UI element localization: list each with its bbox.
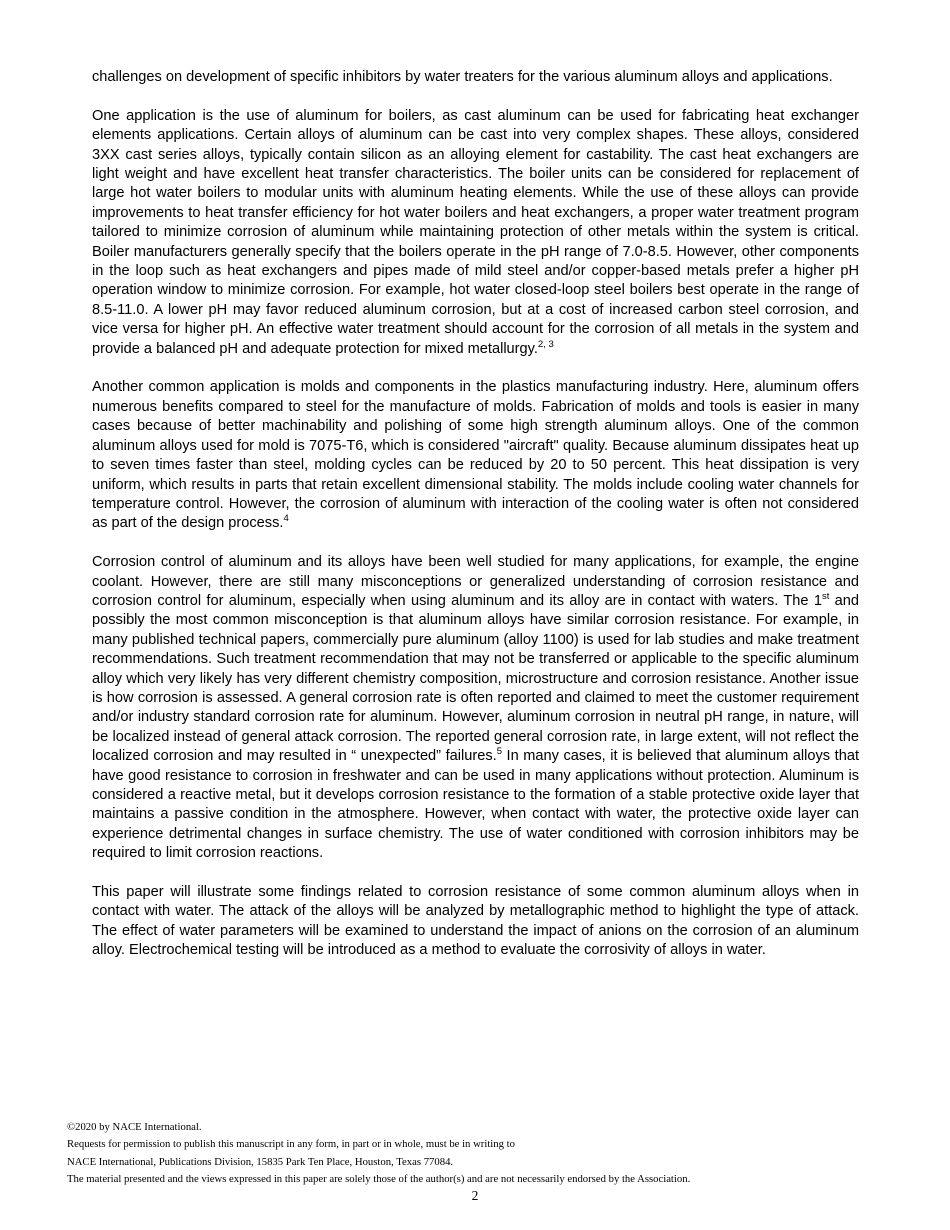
ordinal-superscript: st bbox=[821, 591, 830, 603]
page-footer bbox=[67, 1119, 887, 1188]
citation-ref: 4 bbox=[283, 513, 289, 525]
paragraph-aluminum-boilers bbox=[92, 107, 859, 359]
body-text bbox=[92, 68, 859, 980]
paragraph-text: In many cases, it is believed that aluminum alloys that have good resistance to corrosion in freshwater and can be used in many applications without protection. Aluminum is considered a reactive metal, but it develops corrosion resistance to the formation of a stable protective oxide layer that maintains a passive condition in the atmosphere. However, when contact with water, the protective oxide layer can experience detrimental changes in surface chemistry. The use of water conditioned with corrosion inhibitors may be required to limit corrosion reactions. bbox=[92, 748, 859, 862]
citation-ref: 2, 3 bbox=[537, 338, 554, 350]
paragraph-text: Corrosion control of aluminum and its alloys have been well studied for many applications, for example, the engine coolant. However, there are still many misconceptions or generalized understanding of corrosion resistance and corrosion control for aluminum, especially when using aluminum and its alloy are in contact with waters. The 1 bbox=[92, 554, 859, 609]
page-number: 2 bbox=[471, 1188, 479, 1203]
paragraph-plastics-molds bbox=[92, 378, 859, 533]
paragraph-text: challenges on development of specific inhibitors by water treaters for the various aluminum alloys and applications. bbox=[92, 69, 833, 85]
permission-notice-line-2: NACE International, Publications Division, 15835 Park Ten Place, Houston, Texas 77084. bbox=[67, 1155, 454, 1168]
paragraph-corrosion-misconceptions bbox=[92, 553, 859, 864]
paragraph-inhibitor-challenges bbox=[92, 68, 859, 87]
paragraph-text: and possibly the most common misconception is that aluminum alloys have similar corrosion resistance. For example, in many published technical papers, commercially pure aluminum (alloy 1100) is used for lab studies and make treatment recommendations. Such treatment recommendation that may not be transferred or applicable to the specific aluminum alloy which very likely has very different chemistry composition, microstructure and corrosion resistance. Another issue is how corrosion is assessed. A general corrosion rate is often reported and claimed to meet the customer requirement and/or industry standard corrosion rate for aluminum. However, aluminum corrosion in neutral pH range, in nature, will be localized instead of general attack corrosion. The reported general corrosion rate, in large extent, will not reflect the localized corrosion and may resulted in “ unexpected” failures. bbox=[92, 592, 859, 765]
paragraph-paper-scope bbox=[92, 883, 859, 961]
paragraph-text: Another common application is molds and components in the plastics manufacturing industry. Here, aluminum offers numerous benefits compared to steel for the manufacture of molds. Fabrication of molds and tools is easier in many cases because of better machinability and polishing of some high strength aluminum alloys. One of the common aluminum alloys used for mold is 7075-T6, which is considered "aircraft" quality. Because aluminum dissipates heat up to seven times faster than steel, molding cycles can be reduced by 20 to 50 percent. This heat dissipation is very uniform, which results in parts that retain excellent dimensional stability. The molds include cooling water channels for temperature control. However, the corrosion of aluminum with interaction of the cooling water is often not considered as part of the design process. bbox=[92, 379, 859, 532]
disclaimer-notice: The material presented and the views expressed in this paper are solely those of the author(s) and are not necessarily endorsed by the Association. bbox=[67, 1172, 691, 1185]
permission-notice-line-1: Requests for permission to publish this manuscript in any form, in part or in whole, must be in writing to bbox=[67, 1138, 515, 1151]
paragraph-text: One application is the use of aluminum for boilers, as cast aluminum can be used for fabricating heat exchanger elements applications. Certain alloys of aluminum can be cast into very complex shapes. These alloys, considered 3XX cast series alloys, typically contain silicon as an alloying element for castability. The cast heat exchangers are light weight and have excellent heat transfer characteristics. The boiler units can be considered for replacement of large hot water boilers to modular units with aluminum heating elements. While the use of these alloys can provide improvements to heat transfer efficiency for hot water boilers and heat exchangers, a proper water treatment program tailored to minimize corrosion of aluminum while maintaining protection of other metals within the system is critical. Boiler manufacturers generally specify that the boilers operate in the pH range of 7.0-8.5. However, other components in the loop such as heat exchangers and pipes made of mild steel and/or copper-based metals prefer a higher pH operation window to minimize corrosion. For example, hot water closed-loop steel boilers best operate in the range of 8.5-11.0. A lower pH may favor reduced aluminum corrosion, but at a cost of increased carbon steel corrosion, and vice versa for higher pH. An effective water treatment should account for the corrosion of all metals in the system and provide a balanced pH and adequate protection for mixed metallurgy. bbox=[92, 107, 859, 357]
paragraph-text: This paper will illustrate some findings related to corrosion resistance of some common aluminum alloys when in contact with water. The attack of the alloys will be analyzed by metallographic method to highlight the type of attack. The effect of water parameters will be examined to understand the impact of anions on the corrosion of an aluminum alloy. Electrochemical testing will be introduced as a method to evaluate the corrosivity of alloys in water. bbox=[92, 884, 859, 959]
citation-ref: 5 bbox=[496, 746, 502, 758]
copyright-notice: ©2020 by NACE International. bbox=[67, 1121, 202, 1133]
